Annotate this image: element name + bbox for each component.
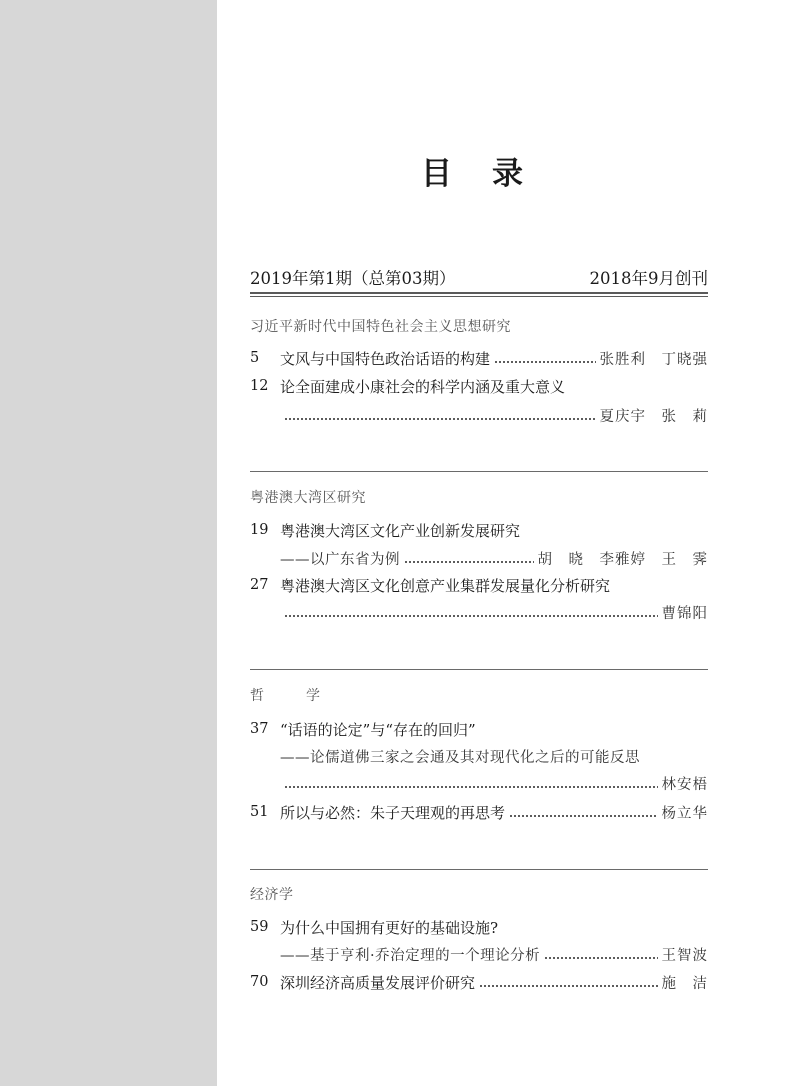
entry-page: 51: [250, 804, 269, 820]
dot-leader: [284, 786, 658, 788]
entry-author: 杨立华: [661, 805, 708, 822]
entry-title: 文风与中国特色政治话语的构建: [280, 349, 491, 368]
toc-entry[interactable]: [250, 717, 708, 741]
gray-margin: [0, 0, 217, 1086]
entry-title: 论全面建成小康社会的科学内涵及重大意义: [280, 377, 566, 396]
section-title: 哲 学: [250, 688, 334, 704]
dot-leader: [509, 815, 657, 817]
entry-subtitle: ——基于亨利·乔治定理的一个理论分析: [280, 947, 541, 964]
entry-author: 林安梧: [661, 776, 708, 793]
dot-leader: [404, 561, 534, 563]
entry-title: 为什么中国拥有更好的基础设施?: [280, 918, 499, 937]
dot-leader: [284, 418, 596, 420]
toc-entry[interactable]: [250, 800, 708, 824]
entry-title: 粤港澳大湾区文化产业创新发展研究: [280, 521, 521, 540]
entry-title: “话语的论定”与“存在的回归”: [280, 720, 476, 739]
page-title: 目录: [421, 156, 563, 192]
entry-page: 12: [250, 378, 269, 394]
section-divider: [250, 869, 708, 870]
toc-entry[interactable]: [250, 573, 708, 597]
entry-author: 施 洁: [661, 975, 708, 992]
entry-title: 深圳经济高质量发展评价研究: [280, 973, 476, 992]
toc-entry[interactable]: [250, 915, 708, 939]
entry-page: 37: [250, 721, 269, 737]
entry-page: 5: [250, 350, 260, 366]
header-double-rule: [250, 292, 708, 297]
issue-line: [250, 265, 708, 289]
toc-entry-continuation: [250, 771, 708, 795]
section-divider: [250, 471, 708, 472]
dot-leader: [284, 615, 658, 617]
founding-date: 2018年9月创刊: [589, 269, 708, 288]
dot-leader: [494, 361, 595, 363]
entry-page: 70: [250, 974, 269, 990]
toc-entry[interactable]: [250, 346, 708, 370]
toc-entry[interactable]: [250, 970, 708, 994]
issue-number: 2019年第1期（总第03期）: [250, 269, 456, 288]
entry-page: 59: [250, 919, 269, 935]
entry-author: 曹锦阳: [661, 605, 708, 622]
section-title: 经济学: [250, 887, 294, 903]
toc-entry-continuation: [250, 403, 708, 427]
entry-author: 王智波: [661, 947, 708, 964]
section-divider: [250, 669, 708, 670]
entry-page: 19: [250, 522, 269, 538]
toc-entry-continuation: [250, 942, 708, 966]
dot-leader: [479, 985, 657, 987]
toc-entry-continuation: [250, 546, 708, 570]
entry-author: 胡 晓 李雅婷 王 霁: [537, 551, 708, 568]
entry-author: 夏庆宇 张 莉: [599, 408, 708, 425]
toc-entry[interactable]: [250, 518, 708, 542]
section-title: 粤港澳大湾区研究: [250, 490, 366, 506]
entry-subtitle: ——论儒道佛三家之会通及其对现代化之后的可能反思: [280, 749, 640, 766]
toc-entry-continuation: [250, 744, 708, 768]
entry-title: 所以与必然：朱子天理观的再思考: [280, 803, 506, 822]
toc-page: [217, 0, 800, 1086]
entry-title: 粤港澳大湾区文化创意产业集群发展量化分析研究: [280, 576, 611, 595]
entry-page: 27: [250, 577, 269, 593]
toc-entry[interactable]: [250, 374, 708, 398]
toc-entry-continuation: [250, 600, 708, 624]
dot-leader: [544, 957, 657, 959]
entry-author: 张胜利 丁晓强: [599, 351, 708, 368]
section-title: 习近平新时代中国特色社会主义思想研究: [250, 319, 511, 335]
entry-subtitle: ——以广东省为例: [280, 551, 400, 568]
